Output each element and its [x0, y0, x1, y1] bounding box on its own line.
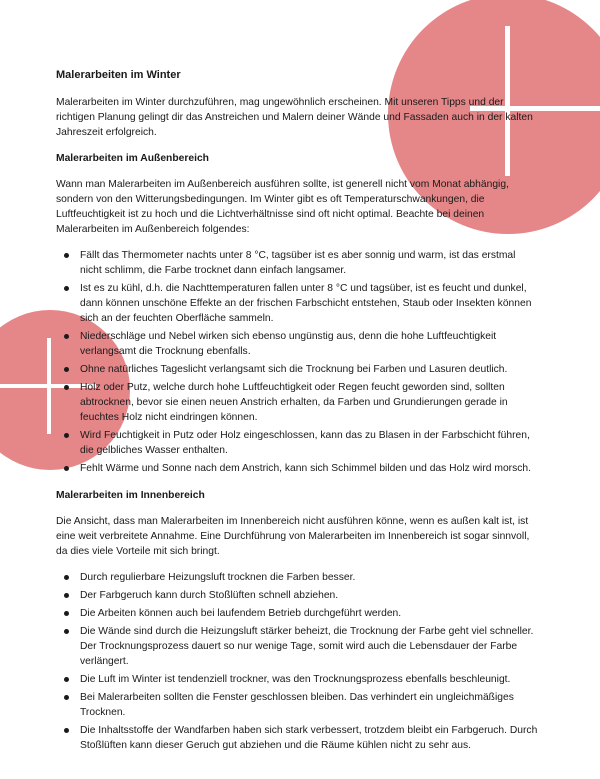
list-item: Die Arbeiten können auch bei laufendem Betrieb durchgeführt werden.	[56, 606, 538, 621]
list-item: Die Luft im Winter ist tendenziell trockner, was den Trocknungsprozess ebenfalls beschleunigt.	[56, 672, 538, 687]
list-item: Die Inhaltsstoffe der Wandfarben haben sich stark verbessert, trotzdem bleibt ein Farbgeruch. Durch Stoßlüften kann dieser Geruch gut abziehen und die Räume kühlen nicht zu sehr aus.	[56, 723, 538, 753]
list-item: Durch regulierbare Heizungsluft trocknen die Farben besser.	[56, 570, 538, 585]
list-item: Die Wände sind durch die Heizungsluft stärker beheizt, die Trocknung der Farbe geht viel schneller. Der Trocknungsprozess dauert so nur wenige Tage, somit wird auch die Lebensdauer der Farbe verlängert.	[56, 624, 538, 669]
list-item: Wird Feuchtigkeit in Putz oder Holz eingeschlossen, kann das zu Blasen in der Farbschicht führen, die gelbliches Wasser enthalten.	[56, 428, 538, 458]
list-item: Fehlt Wärme und Sonne nach dem Anstrich, kann sich Schimmel bilden und das Holz wird morsch.	[56, 461, 538, 476]
outdoor-paragraph: Wann man Malerarbeiten im Außenbereich ausführen sollte, ist generell nicht vom Monat abhängig, sondern von den Witterungsbedingungen. Im Winter gibt es oft Temperaturschwankungen, die Luftfeuchtigkeit ist zu hoch und die Lichtverhältnisse sind oft nicht optimal. Beachte bei deinen Malerarbeiten im Außenbereich folgendes:	[56, 179, 509, 235]
document-body	[56, 68, 538, 765]
list-item: Ohne natürliches Tageslicht verlangsamt sich die Trocknung bei Farben und Lasuren deutlich.	[56, 362, 538, 377]
list-item: Fällt das Thermometer nachts unter 8 °C, tagsüber ist es aber sonnig und warm, ist das erstmal nicht schlimm, die Farbe trocknet dann einfach langsamer.	[56, 248, 538, 278]
page-title: Malerarbeiten im Winter	[56, 69, 181, 81]
list-item: Bei Malerarbeiten sollten die Fenster geschlossen bleiben. Das verhindert ein ungleichmäßiges Trocknen.	[56, 690, 538, 720]
list-item: Holz oder Putz, welche durch hohe Luftfeuchtigkeit oder Regen feucht geworden sind, sollten abtrocknen, bevor sie einen neuen Anstrich erhalten, da Farben und Grundierungen gerade in feuchtes Holz nicht eindringen können.	[56, 380, 538, 425]
list-item: Niederschläge und Nebel wirken sich ebenso ungünstig aus, denn die hohe Luftfeuchtigkeit verlangsamt die Trocknung ebenfalls.	[56, 329, 538, 359]
list-item: Der Farbgeruch kann durch Stoßlüften schnell abziehen.	[56, 588, 538, 603]
list-item: Ist es zu kühl, d.h. die Nachttemperaturen fallen unter 8 °C und tagsüber, ist es feucht und dunkel, dann können unschöne Effekte an der frischen Farbschicht entstehen, Staub oder Insekten können sich an der feuchten Oberfläche sammeln.	[56, 281, 538, 326]
outdoor-list	[56, 248, 538, 476]
indoor-heading: Malerarbeiten im Innenbereich	[56, 490, 205, 501]
intro-paragraph: Malerarbeiten im Winter durchzuführen, mag ungewöhnlich erscheinen. Mit unseren Tipps und der richtigen Planung gelingt dir das Anstreichen und Malern deiner Wände und Fassaden auch in der kalten Jahreszeit erfolgreich.	[56, 97, 533, 138]
indoor-paragraph: Die Ansicht, dass man Malerarbeiten im Innenbereich nicht ausführen könne, wenn es außen kalt ist, ist eine weit verbreitete Annahme. Eine Durchführung von Malerarbeiten im Innenbereich ist sogar sinnvoll, da dies viele Vorteile mit sich bringt.	[56, 516, 530, 557]
outdoor-heading: Malerarbeiten im Außenbereich	[56, 153, 209, 164]
indoor-list	[56, 570, 538, 753]
